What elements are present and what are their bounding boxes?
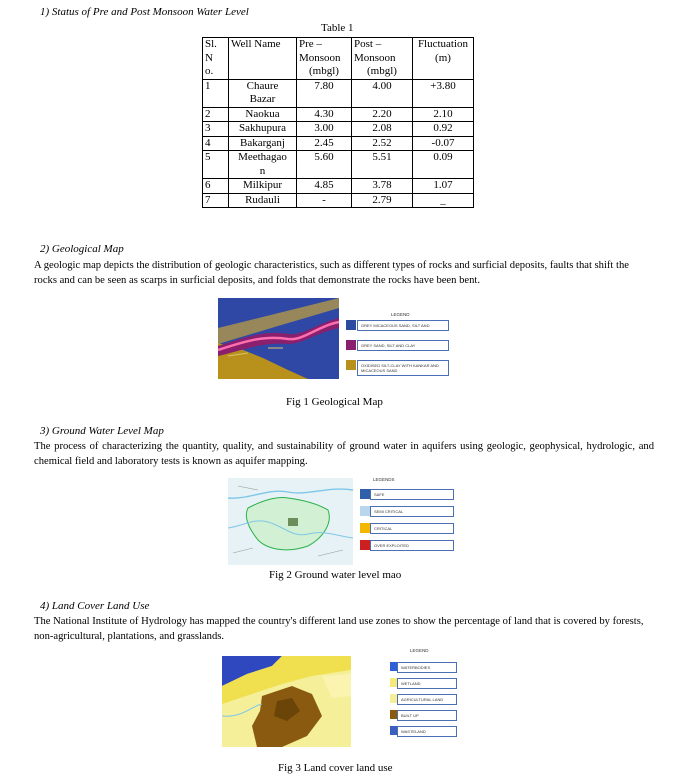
table-row xyxy=(203,107,474,122)
cell-well-name xyxy=(229,151,297,179)
fig3-legend-label: WATERBODIES xyxy=(397,662,457,673)
cell-well-name xyxy=(229,122,297,137)
cell-name-line: Naokua xyxy=(245,107,280,120)
header-sl-line: Sl. xyxy=(205,38,217,50)
cell-fluct-text: 1.07 xyxy=(433,179,453,191)
header-post-monsoon xyxy=(352,38,413,80)
cell-pre-text: 2.45 xyxy=(314,136,334,149)
fig3-legend-swatch xyxy=(390,662,397,671)
geological-map-image xyxy=(218,298,339,379)
fig3-legend-label: AGRICULTURAL LAND xyxy=(397,694,457,705)
cell-fluctuation xyxy=(413,151,474,179)
header-post-line: Post – xyxy=(354,38,382,50)
cell-pre-monsoon xyxy=(297,151,352,179)
cell-sl-text: 1 xyxy=(205,79,211,92)
fig1-legend-label: GREY MICACEOUS SAND, SILT AND xyxy=(357,320,449,331)
header-post-line: (mbgl) xyxy=(367,65,397,77)
cell-post-text: 2.08 xyxy=(372,122,392,134)
fig3-legend-swatch xyxy=(390,694,397,703)
header-fluctuation xyxy=(413,38,474,80)
cell-fluct-text: +3.80 xyxy=(430,79,456,92)
fig3-legend-swatch xyxy=(390,678,397,687)
cell-post-text: 2.52 xyxy=(372,136,392,149)
cell-pre-text: 4.30 xyxy=(314,107,334,120)
fig2-legend-label: CRITICAL xyxy=(370,523,454,534)
fig3-legend-label: WASTELAND xyxy=(397,726,457,737)
water-level-table xyxy=(202,37,474,208)
fig2-caption: Fig 2 Ground water level mao xyxy=(269,569,402,581)
groundwater-paragraph: The process of characterizing the quantity, quality, and sustainability of ground water in aquifers using geologic, geophysical, hydrologic, and chemical field and laboratory tests is known as aquifer mapping. xyxy=(34,441,654,467)
cell-pre-text: 3.00 xyxy=(314,122,334,134)
cell-post-monsoon xyxy=(352,136,413,151)
header-pre-line: Pre – xyxy=(299,38,322,50)
fig3-caption: Fig 3 Land cover land use xyxy=(278,762,393,774)
cell-fluct-text: -0.07 xyxy=(431,136,455,149)
cell-post-monsoon xyxy=(352,122,413,137)
cell-well-name xyxy=(229,79,297,107)
groundwater-map-image xyxy=(228,478,353,565)
table-row xyxy=(203,122,474,137)
header-sl xyxy=(203,38,229,80)
cell-name-line: Milkipur xyxy=(242,179,283,191)
cell-post-monsoon xyxy=(352,179,413,194)
fig3-legend-title: LEGEND xyxy=(410,648,429,653)
cell-sl-text: 5 xyxy=(205,151,211,163)
cell-name-line: Bazar xyxy=(249,93,276,105)
cell-post-monsoon xyxy=(352,151,413,179)
cell-pre-monsoon xyxy=(297,179,352,194)
fig1-legend-swatch xyxy=(346,360,356,370)
cell-well-name xyxy=(229,179,297,194)
header-fluct-line: (m) xyxy=(435,51,451,64)
fig2-legend-title: LEGENDS xyxy=(373,477,395,482)
cell-post-text: 2.20 xyxy=(372,107,392,120)
header-pre-line: (mbgl) xyxy=(309,65,339,77)
table-row xyxy=(203,179,474,194)
header-sl-line: N xyxy=(205,51,213,64)
cell-pre-text: 5.60 xyxy=(314,151,334,163)
landcover-map-image xyxy=(222,656,351,747)
cell-sl xyxy=(203,151,229,179)
cell-sl xyxy=(203,136,229,151)
table-row xyxy=(203,151,474,179)
header-pre-line: Monsoon xyxy=(299,51,341,64)
fig1-caption: Fig 1 Geological Map xyxy=(286,396,383,408)
cell-sl-text: 3 xyxy=(205,122,211,134)
fig2-legend-swatch xyxy=(360,523,370,533)
cell-sl-text: 2 xyxy=(205,107,211,120)
section-3-heading: 3) Ground Water Level Map xyxy=(40,425,164,437)
cell-sl xyxy=(203,193,229,208)
header-sl-line: o. xyxy=(205,65,214,77)
cell-pre-text: 7.80 xyxy=(314,79,334,92)
cell-post-text: 2.79 xyxy=(372,193,392,206)
cell-fluct-text: 0.09 xyxy=(433,151,453,163)
cell-name-line: n xyxy=(259,164,266,177)
cell-fluctuation xyxy=(413,79,474,107)
fig1-legend-label: GREY SAND, SILT AND CLAY xyxy=(357,340,449,351)
cell-fluct-text: 2.10 xyxy=(433,107,453,120)
fig2-legend-label: SEMI CRITICAL xyxy=(370,506,454,517)
cell-fluct-text: 0.92 xyxy=(433,122,453,134)
section-1-heading: 1) Status of Pre and Post Monsoon Water Level xyxy=(40,6,249,18)
fig2-legend-swatch xyxy=(360,540,370,550)
cell-post-monsoon xyxy=(352,79,413,107)
cell-name-line: Rudauli xyxy=(245,193,280,206)
table-caption: Table 1 xyxy=(321,22,354,34)
cell-name-line: Chaure xyxy=(246,79,279,92)
fig3-legend-label: WETLAND xyxy=(397,678,457,689)
cell-pre-monsoon xyxy=(297,136,352,151)
header-fluct-line: Fluctuation xyxy=(417,38,469,50)
cell-sl-text: 7 xyxy=(205,193,211,206)
header-name-line: Well Name xyxy=(231,38,281,50)
fig2-legend-label: OVER EXPLOITED xyxy=(370,540,454,551)
fig2-legend-swatch xyxy=(360,506,370,516)
cell-sl-text: 6 xyxy=(205,179,211,191)
table-row xyxy=(203,79,474,107)
cell-fluctuation xyxy=(413,179,474,194)
cell-name-line: Bakarganj xyxy=(239,136,285,149)
fig1-legend-label: OXIDISED SILT-CLAY WITH KANKAR AND MICACEOUS SAND xyxy=(357,360,449,376)
cell-well-name xyxy=(229,136,297,151)
cell-sl-text: 4 xyxy=(205,136,211,149)
fig1-legend-swatch xyxy=(346,320,356,330)
fig3-legend-label: BUILT UP xyxy=(397,710,457,721)
cell-sl xyxy=(203,122,229,137)
cell-pre-text: - xyxy=(322,193,326,206)
cell-post-monsoon xyxy=(352,107,413,122)
cell-pre-monsoon xyxy=(297,122,352,137)
header-pre-monsoon xyxy=(297,38,352,80)
cell-name-line: Meethagao xyxy=(238,151,287,163)
fig1-legend-title: LEGEND xyxy=(391,312,410,317)
table-row xyxy=(203,193,474,208)
table-header-row xyxy=(203,38,474,80)
cell-sl xyxy=(203,107,229,122)
fig3-legend-swatch xyxy=(390,710,397,719)
cell-fluct-text: _ xyxy=(440,193,446,206)
landuse-paragraph: The National Institute of Hydrology has mapped the country's different land use zones to show the percentage of land that is covered by forests, non-agricultural, plantations, and grasslands. xyxy=(34,616,644,642)
cell-post-monsoon xyxy=(352,193,413,208)
geological-paragraph: A geologic map depicts the distribution of geologic characteristics, such as different types of rocks and surficial deposits, faults that shift the rocks and can be seen as scarps in surficial deposits, and folds that demonstrate the rocks have been bent. xyxy=(34,260,629,286)
cell-fluctuation xyxy=(413,122,474,137)
cell-well-name xyxy=(229,193,297,208)
header-well-name xyxy=(229,38,297,80)
cell-post-text: 5.51 xyxy=(372,151,392,163)
cell-well-name xyxy=(229,107,297,122)
table-row xyxy=(203,136,474,151)
header-post-line: Monsoon xyxy=(354,51,396,64)
fig2-legend-label: SAFE xyxy=(370,489,454,500)
cell-sl xyxy=(203,79,229,107)
cell-fluctuation xyxy=(413,107,474,122)
cell-fluctuation xyxy=(413,193,474,208)
cell-pre-monsoon xyxy=(297,107,352,122)
cell-post-text: 4.00 xyxy=(372,79,392,92)
cell-name-line: Sakhupura xyxy=(238,122,287,134)
cell-pre-monsoon xyxy=(297,193,352,208)
fig3-legend-swatch xyxy=(390,726,397,735)
cell-pre-text: 4.85 xyxy=(314,179,334,191)
cell-sl xyxy=(203,179,229,194)
section-2-heading: 2) Geological Map xyxy=(40,243,124,255)
fig1-legend-swatch xyxy=(346,340,356,350)
cell-pre-monsoon xyxy=(297,79,352,107)
section-4-heading: 4) Land Cover Land Use xyxy=(40,600,150,612)
fig2-legend-swatch xyxy=(360,489,370,499)
cell-post-text: 3.78 xyxy=(372,179,392,191)
cell-fluctuation xyxy=(413,136,474,151)
